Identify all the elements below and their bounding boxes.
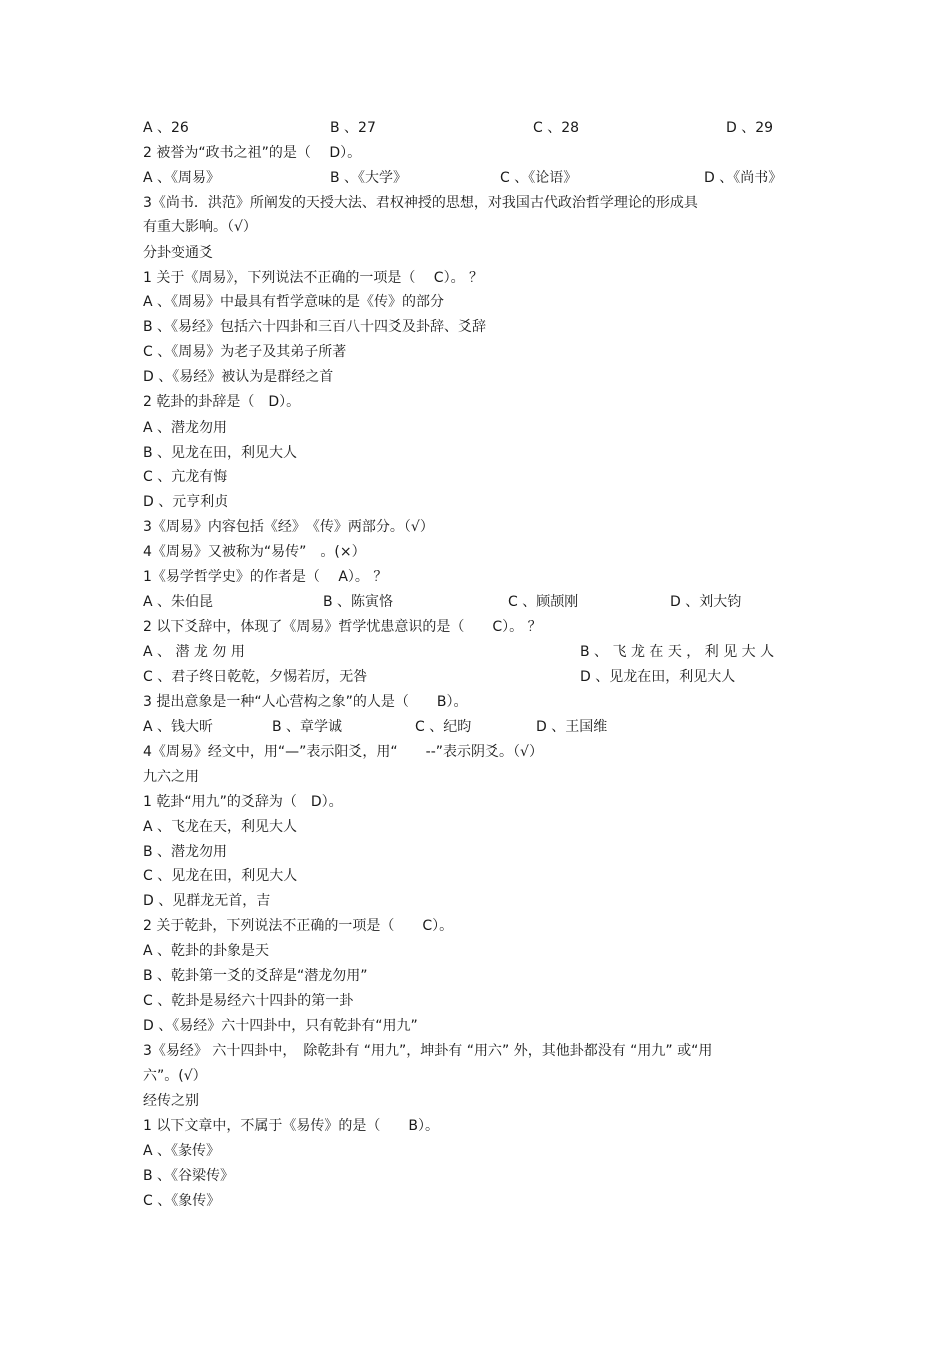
- text-line: C 、《象传》: [143, 1193, 221, 1209]
- text-line: B 、《易经》包括六十四卦和三百八十四爻及卦辞、爻辞: [143, 319, 487, 335]
- option-cell: D 、王国维: [536, 719, 608, 735]
- option-cell: D 、《尚书》: [704, 170, 783, 186]
- text-line: 3《周易》内容包括《经》 《传》两部分。（√）: [143, 519, 434, 535]
- text-line: B 、潜龙勿用: [143, 844, 228, 860]
- text-line: A 、乾卦的卦象是天: [143, 943, 270, 959]
- text-line: C 、见龙在田，利见大人: [143, 868, 298, 884]
- text-line: C 、《周易》为老子及其弟子所著: [143, 344, 347, 360]
- option-cell: B 、《大学》: [330, 170, 408, 186]
- text-line: A 、潜龙勿用: [143, 420, 228, 436]
- text-line: A 、飞龙在天，利见大人: [143, 819, 298, 835]
- text-line: 3《尚书．洪范》所阐发的天授大法、君权神授的思想，对我国古代政治哲学理论的形成具: [143, 195, 698, 211]
- text-line: 2 被誉为“政书之祖”的是（ D）。: [143, 145, 362, 161]
- option-cell: C 、君子终日乾乾，夕惕若厉，无咎: [143, 669, 368, 685]
- text-line: D 、见群龙无首，吉: [143, 893, 271, 909]
- text-line: 分卦变通爻: [143, 245, 213, 261]
- text-line: B 、乾卦第一爻的爻辞是“潜龙勿用”: [143, 968, 368, 984]
- text-line: C 、亢龙有悔: [143, 469, 228, 485]
- text-line: 经传之别: [143, 1093, 199, 1109]
- option-cell: C 、纪昀: [415, 719, 472, 735]
- text-line: 3 提出意象是一种“人心营构之象”的人是（ B）。: [143, 694, 468, 710]
- text-line: 2 以下爻辞中，体现了《周易》哲学忧患意识的是（ C）。 ？: [143, 619, 542, 635]
- text-line: A 、《周易》中最具有哲学意味的是《传》的部分: [143, 294, 445, 310]
- text-line: A 、《彖传》: [143, 1143, 221, 1159]
- text-line: 1《易学哲学史》的作者是（ A）。 ？: [143, 569, 388, 585]
- text-line: D 、《易经》六十四卦中，只有乾卦有“用九”: [143, 1018, 418, 1034]
- option-cell: D 、刘大钧: [670, 594, 742, 610]
- option-cell: C 、28: [533, 120, 580, 136]
- text-line: 六”。(√）: [143, 1068, 207, 1084]
- text-line: 2 乾卦的卦辞是（ D）。: [143, 394, 301, 410]
- text-line: 有重大影响。（√）: [143, 219, 257, 235]
- option-cell: B 、陈寅恪: [323, 594, 394, 610]
- text-line: B 、《谷梁传》: [143, 1168, 235, 1184]
- option-cell: A 、《周易》: [143, 170, 221, 186]
- text-line: D 、元亨利贞: [143, 494, 229, 510]
- option-cell: B 、 飞 龙 在 天 ， 利 见 大 人: [580, 644, 775, 660]
- option-cell: A 、朱伯昆: [143, 594, 214, 610]
- option-cell: D 、29: [726, 120, 774, 136]
- option-cell: B 、章学诚: [272, 719, 343, 735]
- text-line: 3《易经》 六十四卦中， 除乾卦有 “用九”，坤卦有 “用六” 外，其他卦都没有 “用九” 或“用: [143, 1043, 713, 1059]
- text-line: 1 关于《周易》，下列说法不正确的一项是（ C）。 ？: [143, 270, 484, 286]
- text-line: 1 乾卦“用九”的爻辞为（ D）。: [143, 794, 343, 810]
- text-line: 九六之用: [143, 769, 199, 785]
- text-line: 4《周易》又被称为“易传” 。(×）: [143, 544, 366, 560]
- option-cell: C 、顾颉刚: [508, 594, 579, 610]
- option-cell: A 、26: [143, 120, 189, 136]
- text-line: 1 以下文章中，不属于《易传》的是（ B）。: [143, 1118, 439, 1134]
- text-line: 4《周易》经文中，用“—”表示阳爻，用“ --”表示阴爻。（√）: [143, 744, 543, 760]
- option-cell: A 、钱大昕: [143, 719, 214, 735]
- text-line: D 、《易经》被认为是群经之首: [143, 369, 334, 385]
- option-cell: B 、27: [330, 120, 376, 136]
- text-line: B 、见龙在田，利见大人: [143, 445, 298, 461]
- option-cell: D 、见龙在田，利见大人: [580, 669, 736, 685]
- option-cell: C 、《论语》: [500, 170, 578, 186]
- text-line: C 、乾卦是易经六十四卦的第一卦: [143, 993, 354, 1009]
- option-cell: A 、 潜 龙 勿 用: [143, 644, 245, 660]
- text-line: 2 关于乾卦，下列说法不正确的一项是（ C）。: [143, 918, 454, 934]
